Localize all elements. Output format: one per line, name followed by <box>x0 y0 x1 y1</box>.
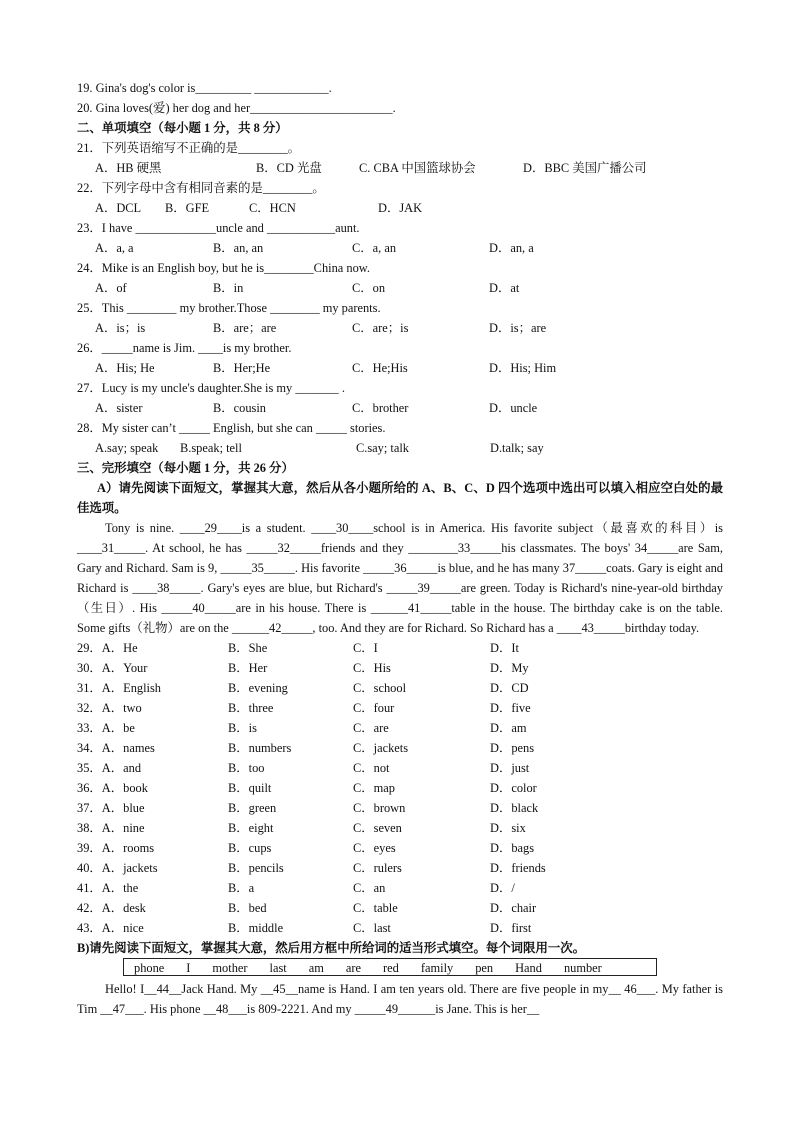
option-d: D．just <box>490 761 530 775</box>
option-b: B．three <box>228 701 274 715</box>
option-c: C．school <box>353 681 407 695</box>
option-c: C．on <box>352 281 386 295</box>
word-box-word: phone <box>134 961 165 975</box>
option-c: C．not <box>353 761 390 775</box>
option-a: A．sister <box>95 401 143 415</box>
option-b: B．Her <box>228 661 268 675</box>
option-a: 35．A．and <box>77 761 142 775</box>
option-d: D．It <box>490 641 519 655</box>
option-b: B．Her;He <box>213 361 271 375</box>
option-b: B.speak; tell <box>180 441 242 455</box>
option-c: C．map <box>353 781 395 795</box>
option-c: C. CBA 中国篮球协会 <box>359 161 476 175</box>
option-a: A.say; speak <box>95 441 159 455</box>
option-a: A．His; He <box>95 361 155 375</box>
option-a: 29．A．He <box>77 641 138 655</box>
question-22-options <box>77 198 723 218</box>
question-24-options <box>77 278 723 298</box>
option-d: D．BBC 美国广播公司 <box>523 161 647 175</box>
part-a-instructions: A）请先阅读下面短文，掌握其大意，然后从各小题所给的 A、B、C、D 四个选项中选出可以填入相应空白处的最佳选项。 <box>77 481 723 515</box>
option-a: 34．A．names <box>77 741 155 755</box>
question-39-options <box>77 838 723 858</box>
question-23-options <box>77 238 723 258</box>
question-32-options <box>77 698 723 718</box>
option-b: B．bed <box>228 901 267 915</box>
option-d: D．chair <box>490 901 537 915</box>
question-26-options <box>77 358 723 378</box>
question-22: 22．下列字母中含有相同音素的是________。 <box>77 181 325 195</box>
option-c: C．jackets <box>353 741 409 755</box>
question-37-options <box>77 798 723 818</box>
option-c: C．brown <box>353 801 406 815</box>
option-b: B．too <box>228 761 265 775</box>
option-c: C．table <box>353 901 398 915</box>
option-c: C．last <box>353 921 391 935</box>
question-34-options <box>77 738 723 758</box>
option-a: 41．A．the <box>77 881 139 895</box>
option-b: B．is <box>228 721 257 735</box>
option-d: D.talk; say <box>490 441 544 455</box>
question-23: 23．I have _____________uncle and ___________aunt. <box>77 221 360 235</box>
question-42-options <box>77 898 723 918</box>
word-box-word: Hand <box>515 961 542 975</box>
option-d: D．first <box>490 921 532 935</box>
part-a-passage: Tony is nine. ____29____is a student. ____30____school is in America. His favorite subject（最喜欢的科目）is ____31_____. At school, he has _____32_____friends and they ________33_____his classmates. The boys' 34_____are Sam, Gary and Richard. Sam is 9, _____35_____. His favorite _____36_____is blue, and he has many 37_____coats. Gary is eight and Richard is ____38_____. Gary's eyes are blue, but Richard's _____39_____are green. Today is Richard's nine-year-old birthday（生日）. His _____40_____are in his house. There is ______41_____table in the house. The birthday cake is on the table. Some gifts（礼物）are on the ______42_____, too. And they are for Richard. So Richard has a ____43_____birthday today. <box>77 521 723 635</box>
question-27: 27．Lucy is my uncle's daughter.She is my _______ . <box>77 381 345 395</box>
question-29-options <box>77 638 723 658</box>
option-a: 31．A．English <box>77 681 161 695</box>
section-3-heading: 三、完形填空（每小题 1 分，共 26 分） <box>77 461 294 475</box>
option-d: D．pens <box>490 741 535 755</box>
option-d: D．black <box>490 801 539 815</box>
option-b: B．GFE <box>165 201 210 215</box>
option-c: C．He;His <box>352 361 408 375</box>
exam-page <box>77 78 723 1019</box>
option-a: A．is；is <box>95 321 146 335</box>
option-b: B．eight <box>228 821 274 835</box>
option-b: B．quilt <box>228 781 272 795</box>
option-b: B．evening <box>228 681 288 695</box>
option-d: D．/ <box>490 881 515 895</box>
option-c: C.say; talk <box>356 441 409 455</box>
option-b: B．cousin <box>213 401 267 415</box>
option-a: 42．A．desk <box>77 901 146 915</box>
option-d: D．bags <box>490 841 535 855</box>
option-b: B．middle <box>228 921 284 935</box>
part-b-passage: Hello! I__44__Jack Hand. My __45__name is Hand. I am ten years old. There are five people in my__ 46___. My father is Tim __47___. His phone __48___is 809-2221. And my _____49______is Jane. This is her__ <box>77 982 723 1016</box>
word-box-word: family <box>420 961 454 975</box>
option-c: C．brother <box>352 401 409 415</box>
option-c: C．an <box>353 881 386 895</box>
question-38-options <box>77 818 723 838</box>
option-a: 33．A．be <box>77 721 135 735</box>
question-26: 26．_____name is Jim. ____is my brother. <box>77 341 292 355</box>
option-c: C．rulers <box>353 861 402 875</box>
word-box <box>123 958 657 976</box>
question-40-options <box>77 858 723 878</box>
option-b: B．in <box>213 281 244 295</box>
word-box-word: am <box>308 961 324 975</box>
option-c: C．four <box>353 701 395 715</box>
option-a: 40．A．jackets <box>77 861 158 875</box>
question-21-options <box>77 158 723 178</box>
question-21: 21．下列英语缩写不正确的是________。 <box>77 141 301 155</box>
option-b: B．cups <box>228 841 272 855</box>
option-a: 32．A．two <box>77 701 142 715</box>
option-d: D．an, a <box>489 241 534 255</box>
word-box-word: mother <box>212 961 248 975</box>
option-d: D．at <box>489 281 520 295</box>
option-c: C．a, an <box>352 241 397 255</box>
option-b: B．green <box>228 801 277 815</box>
word-box-word: red <box>383 961 399 975</box>
option-a: 36．A．book <box>77 781 148 795</box>
option-b: B．a <box>228 881 255 895</box>
option-c: C．are <box>353 721 389 735</box>
word-box-word: are <box>345 961 362 975</box>
option-b: B．an, an <box>213 241 264 255</box>
question-31-options <box>77 678 723 698</box>
option-a: 39．A．rooms <box>77 841 155 855</box>
option-c: C．His <box>353 661 391 675</box>
option-d: D．friends <box>490 861 546 875</box>
question-24: 24．Mike is an English boy, but he is________China now. <box>77 261 370 275</box>
option-a: A．DCL <box>95 201 142 215</box>
option-c: C．I <box>353 641 378 655</box>
part-b-instructions: B)请先阅读下面短文，掌握其大意，然后用方框中所给词的适当形式填空。每个词限用一次。 <box>77 941 586 955</box>
question-20: 20. Gina loves(爱) her dog and her_______________________. <box>77 101 396 115</box>
word-box-word: last <box>269 961 287 975</box>
option-b: B．She <box>228 641 268 655</box>
option-a: 43．A．nice <box>77 921 144 935</box>
option-d: D．five <box>490 701 531 715</box>
option-d: D．JAK <box>378 201 423 215</box>
word-box-row <box>123 958 723 979</box>
option-c: C．eyes <box>353 841 396 855</box>
option-b: B．pencils <box>228 861 284 875</box>
option-d: D．CD <box>490 681 529 695</box>
question-30-options <box>77 658 723 678</box>
word-box-word: pen <box>475 961 494 975</box>
option-d: D．color <box>490 781 537 795</box>
question-41-options <box>77 878 723 898</box>
option-a: 37．A．blue <box>77 801 145 815</box>
question-19: 19. Gina's dog's color is_________ ____________. <box>77 81 332 95</box>
question-36-options <box>77 778 723 798</box>
section-2-heading: 二、单项填空（每小题 1 分，共 8 分） <box>77 121 288 135</box>
question-35-options <box>77 758 723 778</box>
question-25: 25．This ________ my brother.Those ________ my parents. <box>77 301 381 315</box>
option-a: A．of <box>95 281 127 295</box>
option-d: D．is；are <box>489 321 547 335</box>
option-d: D．His; Him <box>489 361 557 375</box>
option-c: C．are；is <box>352 321 409 335</box>
question-33-options <box>77 718 723 738</box>
word-box-word: number <box>563 961 602 975</box>
question-28-options <box>77 438 723 458</box>
question-43-options <box>77 918 723 938</box>
option-a: 30．A．Your <box>77 661 148 675</box>
question-25-options <box>77 318 723 338</box>
option-d: D．My <box>490 661 529 675</box>
option-d: D．six <box>490 821 526 835</box>
option-b: B．CD 光盘 <box>256 161 322 175</box>
option-a: A．a, a <box>95 241 134 255</box>
option-b: B．are；are <box>213 321 277 335</box>
option-d: D．uncle <box>489 401 538 415</box>
option-d: D．am <box>490 721 527 735</box>
question-27-options <box>77 398 723 418</box>
cloze-options <box>77 638 723 938</box>
option-a: 38．A．nine <box>77 821 145 835</box>
option-c: C．seven <box>353 821 402 835</box>
option-b: B．numbers <box>228 741 292 755</box>
word-box-word: I <box>186 961 191 975</box>
question-28: 28．My sister can’t _____ English, but she can _____ stories. <box>77 421 386 435</box>
option-c: C．HCN <box>249 201 296 215</box>
option-a: A．HB 硬黑 <box>95 161 162 175</box>
